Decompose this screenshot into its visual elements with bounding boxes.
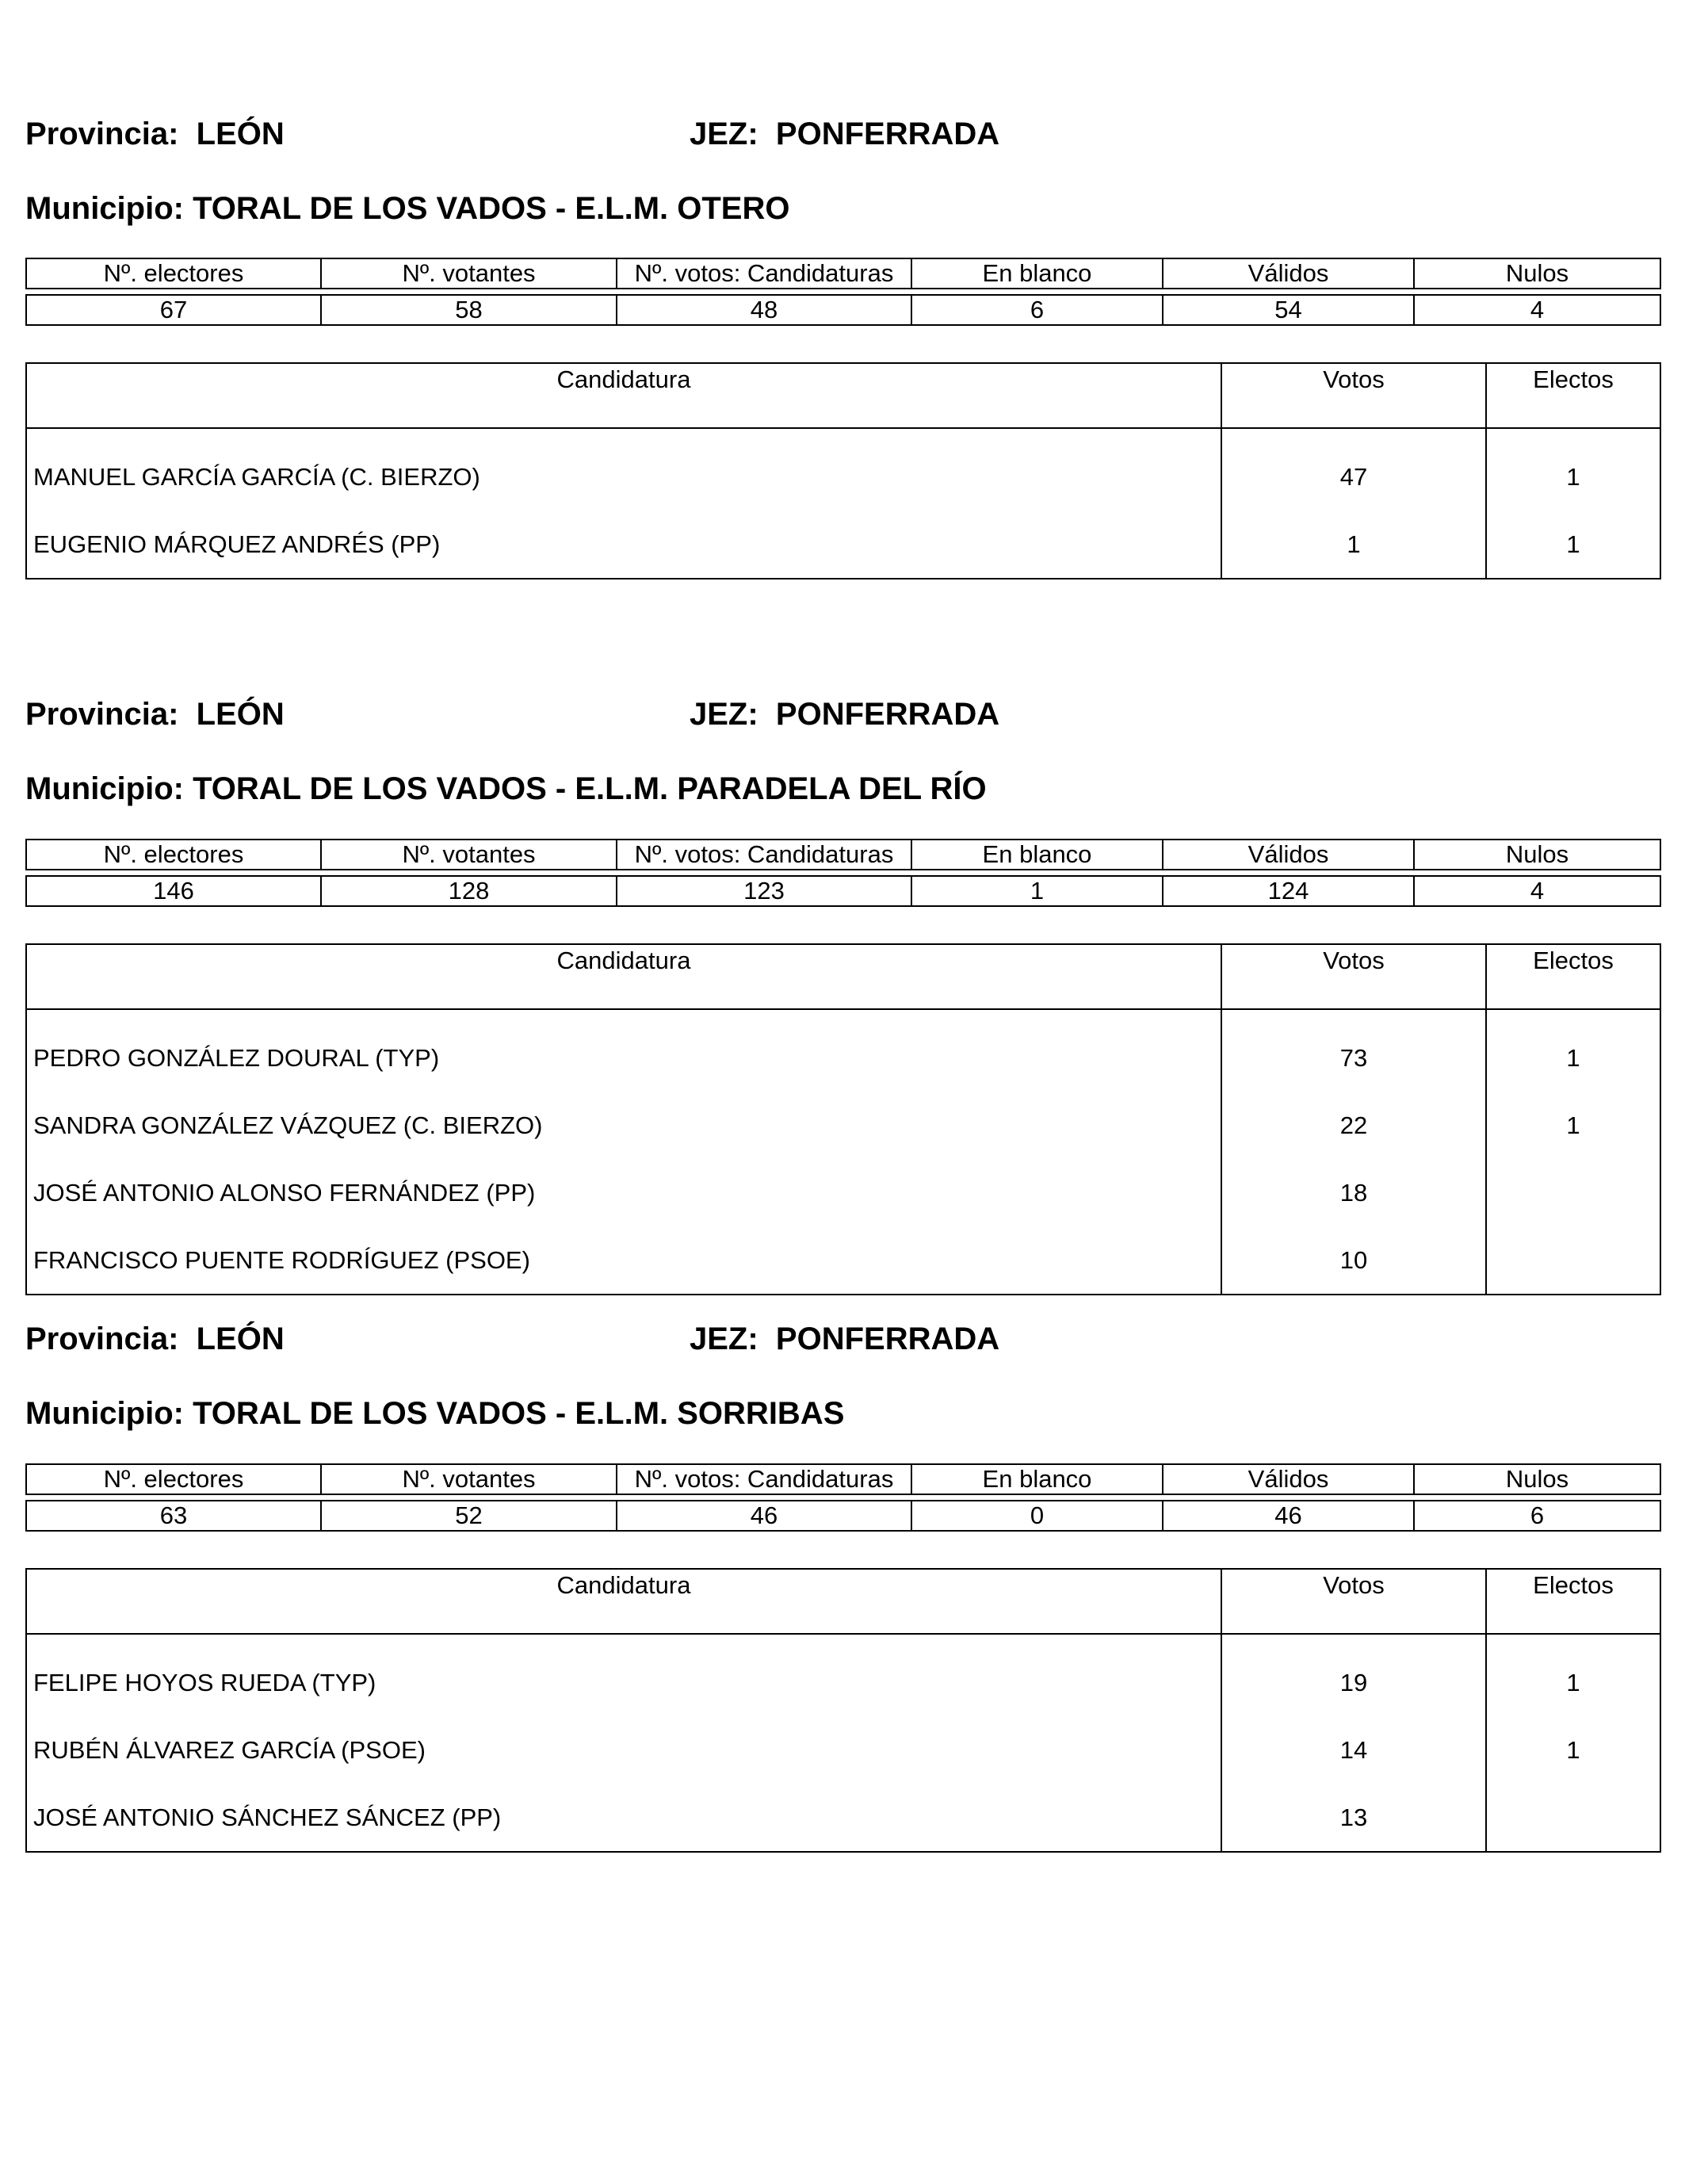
provincia-label: Provincia: [25,117,179,151]
stats-value: 67 [26,295,321,325]
table-row [26,1226,1660,1295]
table-row [26,428,1660,511]
stats-header: En blanco [911,258,1163,289]
stats-table [25,839,1661,907]
municipio-label: Municipio: [25,1396,184,1431]
stats-value: 4 [1414,295,1660,325]
candidates-header-row [26,363,1660,428]
provincia-label: Provincia: [25,697,179,732]
stats-value-row [26,876,1660,906]
stats-value: 0 [911,1501,1163,1531]
table-row [26,1009,1660,1092]
electos-header: Electos [1486,944,1660,1009]
candidate-name: JOSÉ ANTONIO ALONSO FERNÁNDEZ (PP) [26,1159,1221,1226]
stats-header: Válidos [1163,258,1414,289]
candidate-name: EUGENIO MÁRQUEZ ANDRÉS (PP) [26,511,1221,579]
candidate-electos: 1 [1566,1111,1580,1139]
candidate-name: PEDRO GONZÁLEZ DOURAL (TYP) [26,1009,1221,1092]
stats-header: Nº. votantes [321,840,617,870]
provincia-line [25,695,285,733]
candidates-table [25,943,1661,1295]
stats-table [25,258,1661,326]
candidates-table [25,1568,1661,1853]
table-row [26,1716,1660,1784]
jez-label: JEZ: [690,117,758,151]
stats-table [25,1463,1661,1532]
stats-header: Válidos [1163,1464,1414,1494]
provincia-value: LEÓN [196,117,285,151]
jez-label: JEZ: [690,1321,758,1356]
stats-value: 1 [911,876,1163,906]
stats-header: Nº. electores [26,840,321,870]
provincia-value: LEÓN [196,1321,285,1356]
jez-value: PONFERRADA [775,1321,1000,1356]
provincia-value: LEÓN [196,697,285,732]
municipio-value: TORAL DE LOS VADOS - E.L.M. OTERO [193,191,790,226]
candidate-votos: 13 [1221,1784,1486,1852]
jez-line [690,695,999,733]
stats-header: Nº. votantes [321,258,617,289]
stats-header-row [26,840,1660,870]
candidate-name: SANDRA GONZÁLEZ VÁZQUEZ (C. BIERZO) [26,1092,1221,1159]
candidates-table [25,362,1661,579]
candidate-name: RUBÉN ÁLVAREZ GARCÍA (PSOE) [26,1716,1221,1784]
stats-header-row [26,1464,1660,1494]
candidate-votos: 22 [1221,1092,1486,1159]
stats-header: Nº. votos: Candidaturas [617,258,911,289]
table-row [26,511,1660,579]
stats-value: 58 [321,295,617,325]
stats-header: Nulos [1414,1464,1660,1494]
municipio-line [25,189,789,228]
electos-header: Electos [1486,1569,1660,1634]
votos-header: Votos [1221,363,1486,428]
stats-value: 4 [1414,876,1660,906]
municipio-value: TORAL DE LOS VADOS - E.L.M. PARADELA DEL RÍO [193,771,987,806]
candidate-electos [1486,1226,1660,1295]
stats-header: En blanco [911,840,1163,870]
jez-line [690,1320,999,1358]
candidate-name: JOSÉ ANTONIO SÁNCHEZ SÁNCEZ (PP) [26,1784,1221,1852]
table-row [26,1092,1660,1159]
candidate-name: MANUEL GARCÍA GARCÍA (C. BIERZO) [26,428,1221,511]
candidates-header-row [26,944,1660,1009]
municipio-line [25,770,987,808]
candidate-electos: 1 [1566,462,1580,491]
stats-value: 123 [617,876,911,906]
jez-value: PONFERRADA [775,117,1000,151]
stats-value: 6 [1414,1501,1660,1531]
candidate-votos: 10 [1221,1226,1486,1295]
candidatura-header: Candidatura [26,944,1221,1009]
municipio-line [25,1394,844,1432]
candidate-votos: 73 [1221,1009,1486,1092]
candidate-name: FRANCISCO PUENTE RODRÍGUEZ (PSOE) [26,1226,1221,1295]
stats-value: 63 [26,1501,321,1531]
candidatura-header: Candidatura [26,1569,1221,1634]
candidate-votos: 1 [1221,511,1486,579]
stats-header: Nº. electores [26,1464,321,1494]
candidatura-header: Candidatura [26,363,1221,428]
stats-value-row [26,1501,1660,1531]
municipio-label: Municipio: [25,771,184,806]
stats-value: 6 [911,295,1163,325]
municipio-label: Municipio: [25,191,184,226]
stats-header: Nulos [1414,840,1660,870]
stats-header-row [26,258,1660,289]
candidate-electos [1486,1784,1660,1852]
votos-header: Votos [1221,1569,1486,1634]
municipio-value: TORAL DE LOS VADOS - E.L.M. SORRIBAS [193,1396,845,1431]
candidate-electos [1486,1159,1660,1226]
candidates-header-row [26,1569,1660,1634]
stats-value: 46 [1163,1501,1414,1531]
provincia-line [25,1320,285,1358]
stats-header: Nulos [1414,258,1660,289]
stats-header: Nº. electores [26,258,321,289]
provincia-line [25,115,285,153]
table-row [26,1784,1660,1852]
stats-value: 52 [321,1501,617,1531]
stats-value: 48 [617,295,911,325]
provincia-label: Provincia: [25,1321,179,1356]
table-row [26,1159,1660,1226]
stats-value: 54 [1163,295,1414,325]
electos-header: Electos [1486,363,1660,428]
candidate-votos: 19 [1221,1634,1486,1716]
stats-header: Nº. votos: Candidaturas [617,840,911,870]
candidate-electos: 1 [1566,1043,1580,1072]
candidate-votos: 18 [1221,1159,1486,1226]
jez-value: PONFERRADA [775,697,1000,732]
stats-value: 46 [617,1501,911,1531]
candidate-electos: 1 [1566,1668,1580,1696]
stats-value: 124 [1163,876,1414,906]
jez-label: JEZ: [690,697,758,732]
candidate-votos: 14 [1221,1716,1486,1784]
votos-header: Votos [1221,944,1486,1009]
candidate-electos: 1 [1566,530,1580,558]
candidate-votos: 47 [1221,428,1486,511]
stats-header: Nº. votos: Candidaturas [617,1464,911,1494]
stats-value: 128 [321,876,617,906]
stats-header: Válidos [1163,840,1414,870]
stats-value: 146 [26,876,321,906]
candidate-name: FELIPE HOYOS RUEDA (TYP) [26,1634,1221,1716]
stats-header: Nº. votantes [321,1464,617,1494]
table-row [26,1634,1660,1716]
stats-value-row [26,295,1660,325]
candidate-electos: 1 [1566,1735,1580,1764]
jez-line [690,115,999,153]
stats-header: En blanco [911,1464,1163,1494]
